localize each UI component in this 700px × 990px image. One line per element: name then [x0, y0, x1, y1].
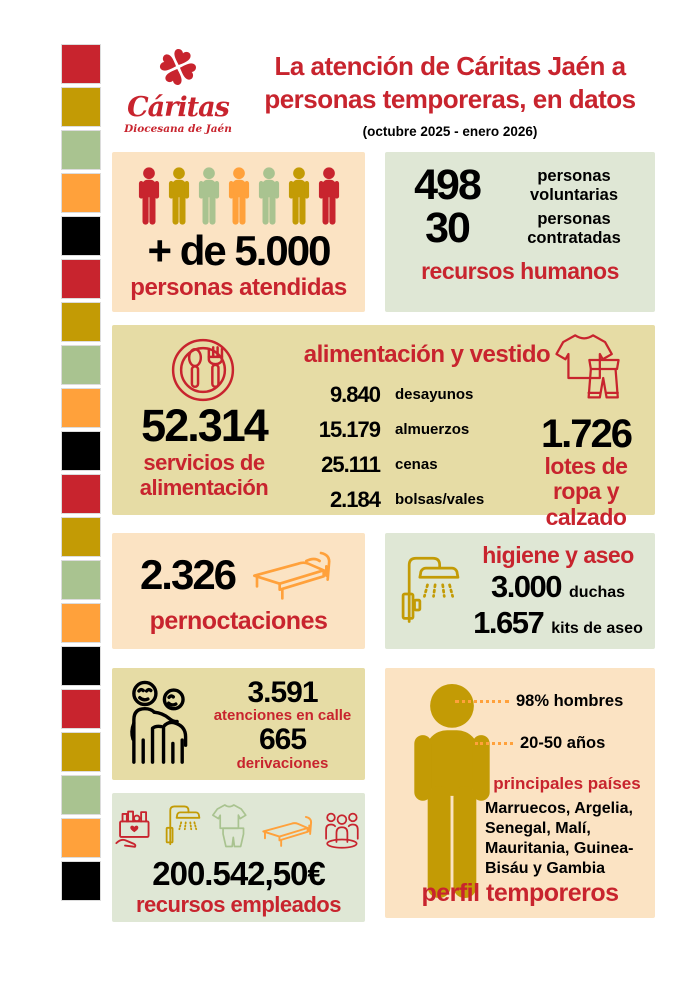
volunteers-value: 498: [414, 161, 480, 209]
hired-label: personas contratadas: [527, 209, 621, 247]
profile-title: perfil temporeros: [421, 879, 619, 907]
bed-icon: [245, 545, 337, 605]
street-care-label: atenciones en calle: [213, 707, 352, 725]
tshirt-jeans-icon: [543, 329, 629, 409]
title-line-1: La atención de Cáritas Jaén a: [274, 51, 626, 81]
food-items-list: [288, 377, 498, 517]
dotted-leader-line: [455, 700, 509, 703]
page-title: [232, 50, 668, 139]
strip-square-orange: [62, 604, 100, 642]
clothing-label: lotes de ropa y calzado: [544, 453, 628, 530]
resources-label: recursos empleados: [136, 892, 341, 918]
strip-square-black: [62, 217, 100, 255]
strip-square-black: [62, 432, 100, 470]
gender-label: 98% hombres: [516, 692, 624, 710]
panel-higiene-aseo: [385, 533, 655, 649]
person-icon: [136, 166, 162, 226]
clothing-value: 1.726: [540, 412, 632, 456]
panel-alimentacion-vestido: [112, 325, 655, 530]
person-icon: [286, 166, 312, 226]
panel-atenciones-calle: [112, 668, 365, 780]
people-group-icon: [319, 809, 365, 851]
profile-fact-gender: [455, 692, 623, 711]
date-range: (octubre 2025 - enero 2026): [362, 124, 538, 139]
panel-recursos-empleados: [112, 793, 365, 922]
food-services-label: servicios de alimentación: [139, 450, 269, 500]
plate-spoon-fork-icon: [168, 335, 238, 405]
almuerzos-value: 15.179: [318, 416, 380, 442]
strip-square-gold: [62, 733, 100, 771]
strip-square-red: [62, 45, 100, 83]
hr-title: recursos humanos: [421, 258, 619, 284]
strip-square-orange: [62, 174, 100, 212]
strip-square-orange: [62, 389, 100, 427]
people-row: [112, 164, 365, 226]
person-icon: [226, 166, 252, 226]
hr-row-voluntarias: [393, 161, 647, 209]
overnights-value: 2.326: [139, 551, 236, 598]
duchas-label: duchas: [569, 583, 626, 601]
caritas-four-hearts-icon: [151, 40, 205, 94]
almuerzos-label: almuerzos: [395, 421, 470, 438]
strip-square-gold: [62, 518, 100, 556]
countries-list: Marruecos, Argelia, Senegal, Malí, Mauritania, Guinea-Bisáu y Gambia: [485, 800, 634, 877]
hygiene-title: higiene y aseo: [482, 541, 634, 568]
food-item-row: [288, 377, 498, 412]
strip-square-red: [62, 260, 100, 298]
hugging-people-icon: [122, 677, 200, 771]
desayunos-label: desayunos: [395, 386, 474, 403]
clothes-icon: [206, 801, 254, 851]
bolsas-label: bolsas/vales: [395, 491, 485, 508]
shower-icon: [163, 801, 201, 851]
panel-personas-atendidas: [112, 152, 365, 312]
countries-title: principales países: [493, 774, 641, 793]
strip-square-red: [62, 475, 100, 513]
strip-square-gold: [62, 303, 100, 341]
referrals-label: derivaciones: [236, 754, 329, 772]
age-label: 20-50 años: [520, 734, 606, 752]
hr-row-contratadas: [393, 204, 647, 252]
bolsas-value: 2.184: [329, 486, 380, 512]
strip-square-black: [62, 647, 100, 685]
kits-value: 1.657: [473, 604, 544, 640]
panel-pernoctaciones: [112, 533, 365, 649]
person-icon: [166, 166, 192, 226]
food-item-row: [288, 412, 498, 447]
person-icon: [256, 166, 282, 226]
hygiene-row: [461, 605, 655, 641]
caritas-logo: [116, 40, 240, 135]
attended-value: + de 5.000: [147, 227, 330, 274]
logo-subtitle: Diocesana de Jaén: [124, 123, 232, 135]
resources-value: 200.542,50€: [152, 855, 325, 892]
title-line-2: personas temporeras, en datos: [264, 83, 636, 114]
strip-square-orange: [62, 819, 100, 857]
person-icon: [196, 166, 222, 226]
hygiene-row: [461, 569, 655, 605]
food-item-row: [288, 447, 498, 482]
profile-fact-age: [475, 734, 605, 753]
strip-square-sage: [62, 776, 100, 814]
kits-label: kits de aseo: [551, 619, 643, 637]
donation-box-icon: [112, 803, 158, 851]
hired-value: 30: [425, 204, 469, 252]
hygiene-column: [461, 542, 655, 640]
dotted-leader-line: [475, 742, 513, 745]
street-care-column: [200, 677, 365, 772]
overnights-row: [112, 545, 365, 605]
resources-icons-row: [112, 799, 365, 851]
clothing-block: [520, 329, 652, 530]
volunteers-label: personas voluntarias: [529, 166, 619, 204]
referrals-value: 665: [258, 723, 307, 756]
food-clothing-title: alimentación y vestido: [303, 341, 551, 368]
desayunos-value: 9.840: [329, 381, 380, 407]
panel-recursos-humanos: [385, 152, 655, 312]
attended-label: personas atendidas: [130, 274, 347, 302]
cenas-label: cenas: [395, 456, 438, 473]
panel-perfil-temporeros: [385, 668, 655, 918]
strip-square-sage: [62, 131, 100, 169]
bed-icon: [259, 811, 314, 851]
food-item-row: [288, 482, 498, 517]
strip-square-sage: [62, 561, 100, 599]
shower-icon: [397, 545, 461, 637]
food-services-value: 52.314: [141, 400, 267, 451]
strip-square-gold: [62, 88, 100, 126]
cenas-value: 25.111: [321, 451, 380, 477]
person-icon: [316, 166, 342, 226]
strip-square-black: [62, 862, 100, 900]
strip-square-sage: [62, 346, 100, 384]
color-strip: [62, 45, 100, 900]
logo-wordmark: Cáritas: [127, 92, 229, 123]
street-care-value: 3.591: [247, 675, 318, 709]
strip-square-red: [62, 690, 100, 728]
duchas-value: 3.000: [490, 568, 562, 604]
food-services: [118, 400, 290, 500]
overnights-label: pernoctaciones: [149, 607, 328, 635]
